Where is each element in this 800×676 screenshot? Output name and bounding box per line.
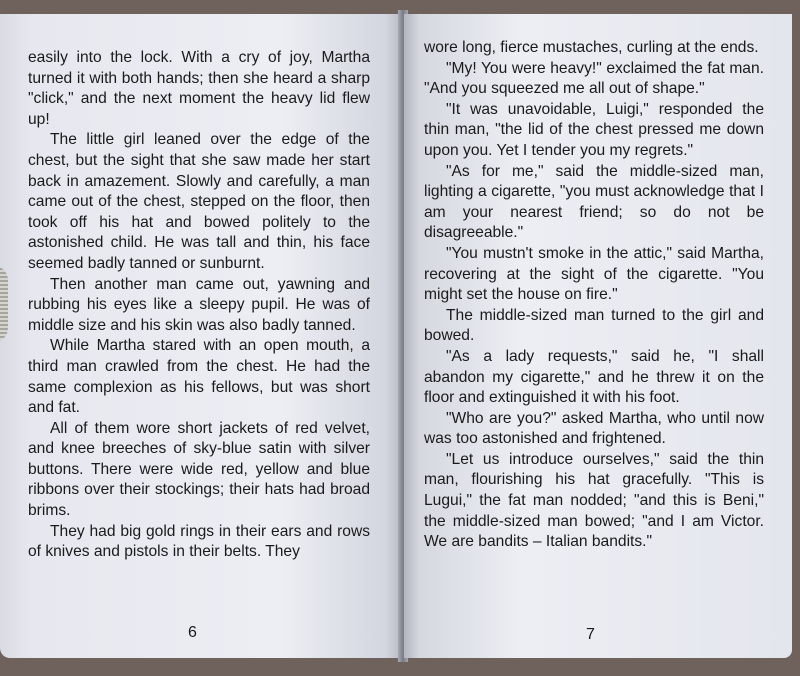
right-page-text	[424, 38, 764, 553]
paragraph: "Who are you?" asked Martha, who until now was too astonished and frightened.	[424, 409, 764, 448]
paragraph: While Martha stared with an open mouth, a third man crawled from the chest. He had the same complexion as his fellows, but was short and fat.	[28, 337, 370, 417]
paragraph: They had big gold rings in their ears and rows of knives and pistols in their belts. They	[28, 522, 370, 561]
paragraph: The middle-sized man turned to the girl and bowed.	[424, 306, 764, 345]
page-number-left: 6	[188, 624, 197, 641]
left-page-text	[28, 48, 370, 563]
right-page	[404, 14, 792, 658]
paragraph: Then another man came out, yawning and rubbing his eyes like a sleepy pupil. He was of middle size and his skin was also badly tanned.	[28, 275, 370, 334]
paragraph: easily into the lock. With a cry of joy, Martha turned it with both hands; then she heard a sharp "click," and the next moment the heavy lid flew up!	[28, 49, 370, 128]
paragraph: "As a lady requests," said he, "I shall abandon my cigarette," and he threw it on the floor and extinguished it with his foot.	[424, 347, 764, 407]
paragraph: "My! You were heavy!" exclaimed the fat man. "And you squeezed me all out of shape."	[424, 59, 764, 98]
page-number-right: 7	[586, 626, 595, 643]
paragraph: wore long, fierce mustaches, curling at the ends.	[424, 39, 759, 56]
paragraph: "You mustn't smoke in the attic," said Martha, recovering at the sight of the cigarette. "You might set the house on fire."	[424, 244, 764, 304]
paragraph: All of them wore short jackets of red velvet, and knee breeches of sky-blue satin with silver buttons. There were wide red, yellow and blue ribbons over their stockings; their hats had broad brims.	[28, 419, 370, 520]
left-page	[0, 14, 402, 658]
paragraph: "It was unavoidable, Luigi," responded the thin man, "the lid of the chest pressed me down upon you. Yet I tender you my regrets."	[424, 100, 764, 159]
paragraph: "As for me," said the middle-sized man, lighting a cigarette, "you must acknowledge that I am your nearest friend; so do not be disagreeable."	[424, 162, 764, 242]
page-edge-mark	[0, 266, 8, 342]
paragraph: The little girl leaned over the edge of the chest, but the sight that she saw made her start back in amazement. Slowly and carefully, a man came out of the chest, stepped on the floor, then took off his hat and bowed politely to the astonished child. He was tall and thin, his face seemed badly tanned or sunburnt.	[28, 131, 370, 272]
paragraph: "Let us introduce ourselves," said the thin man, flourishing his hat gracefully. "This is Lugui," the fat man nodded; "and this is Beni," the middle-sized man bowed; "and I am Victor. We are bandits – Italian bandits."	[424, 450, 764, 551]
